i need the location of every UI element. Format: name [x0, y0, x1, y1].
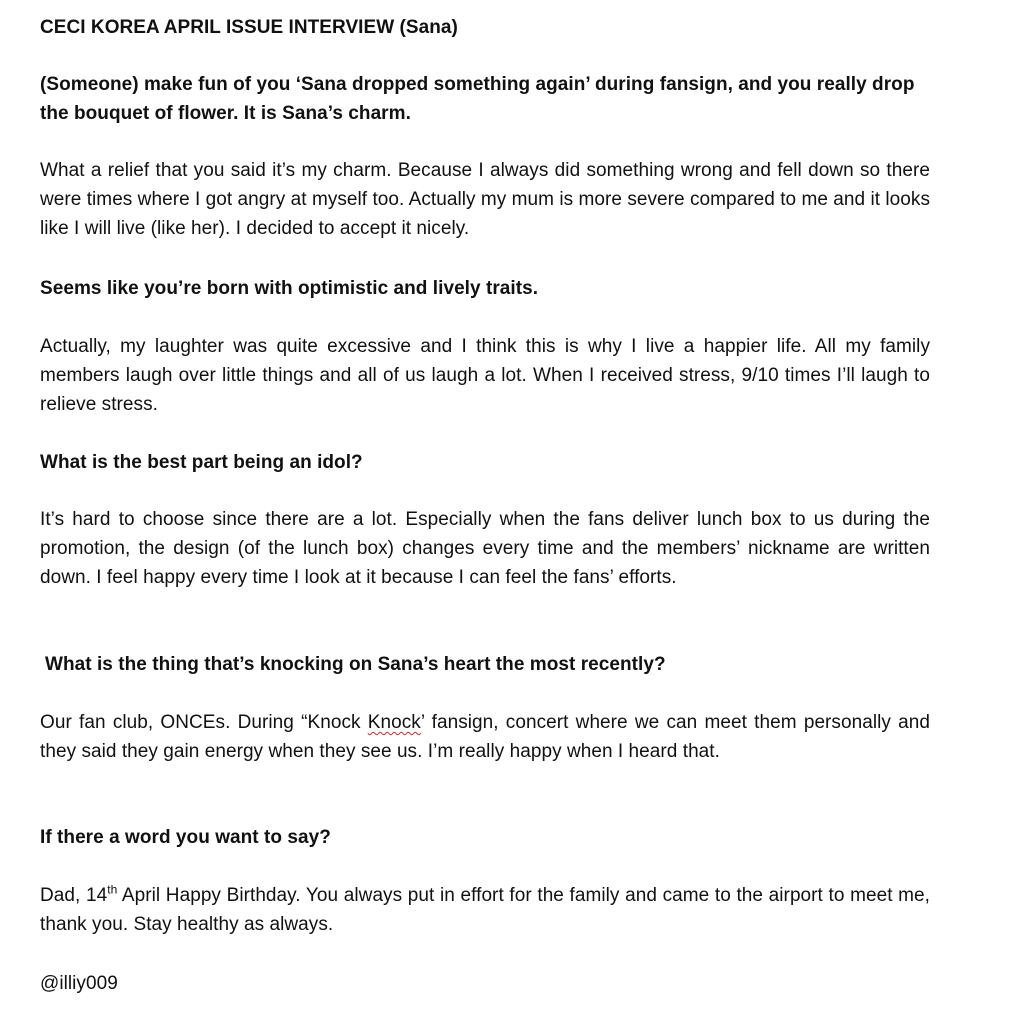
document-title: CECI KOREA APRIL ISSUE INTERVIEW (Sana)	[40, 17, 458, 38]
answer-3: It’s hard to choose since there are a lot. Especially when the fans deliver lunch box to us during the promotion, the design (of the lunch box) changes every time and the members’ nickname are written down. I feel happy every time I look at it because I can feel the fans’ efforts.	[40, 509, 930, 588]
question-4: What is the thing that’s knocking on Sana’s heart the most recently?	[45, 654, 666, 675]
answer-4-text-end: ’ fansign, concert where we can meet them personally and they said they gain energy when they see us. I’m really happy when I heard that.	[40, 712, 931, 762]
question-1: (Someone) make fun of you ‘Sana dropped something again’ during fansign, and you really drop the bouquet of flower. It is Sana’s charm.	[40, 74, 915, 124]
answer-4-text-start: Our fan club, ONCEs. During “Knock	[40, 712, 368, 733]
question-2: Seems like you’re born with optimistic and lively traits.	[40, 278, 539, 299]
question-3: What is the best part being an idol?	[40, 452, 363, 473]
ordinal-suffix: th	[107, 882, 118, 897]
spellcheck-marked-word: Knock	[367, 712, 421, 733]
answer-5-text-end: April Happy Birthday. You always put in effort for the family and came to the airport to meet me, thank you. Stay healthy as always.	[40, 885, 930, 935]
answer-4	[40, 709, 930, 767]
question-5: If there a word you want to say?	[40, 827, 331, 848]
answer-5-text-start: Dad, 14	[40, 885, 108, 906]
answer-2: Actually, my laughter was quite excessive and I think this is why I live a happier life. All my family members laugh over little things and all of us laugh a lot. When I received stress, 9/10 times I’ll laugh to relieve stress.	[40, 336, 930, 415]
credit-handle: @illiy009	[40, 973, 118, 994]
answer-1: What a relief that you said it’s my charm. Because I always did something wrong and fell down so there were times where I got angry at myself too. Actually my mum is more severe compared to me and it looks like I will live (like her). I decided to accept it nicely.	[40, 160, 930, 239]
answer-5	[40, 882, 930, 940]
